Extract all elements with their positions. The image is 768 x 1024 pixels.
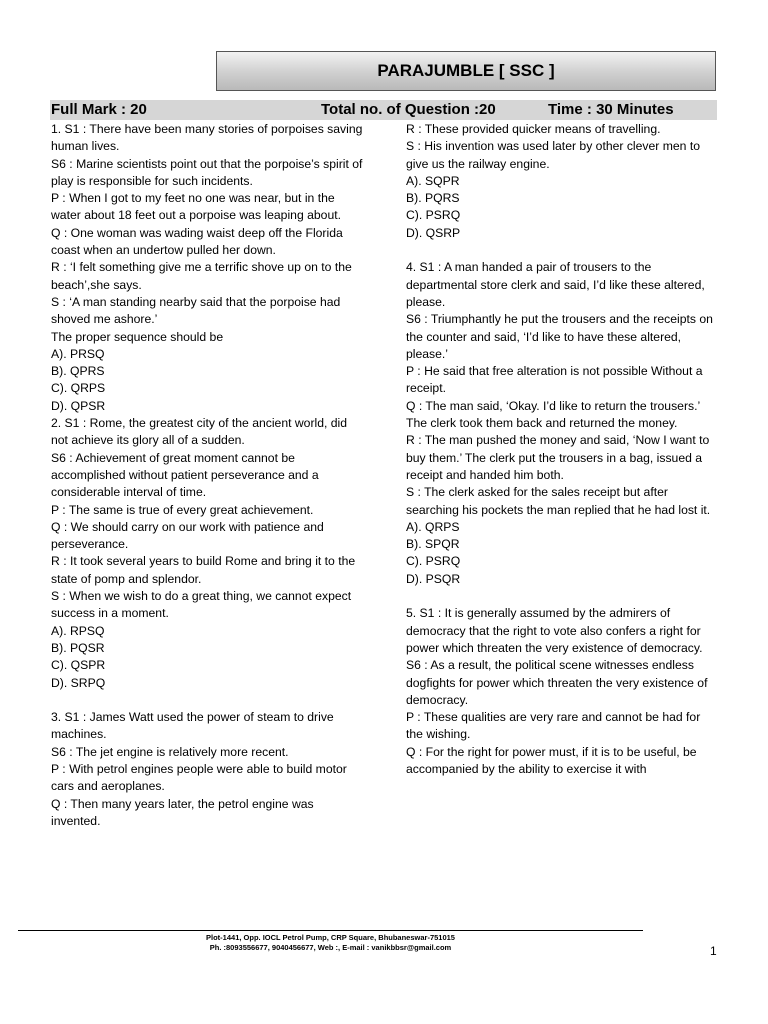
question-line: 4. S1 : A man handed a pair of trousers to the departmental store clerk and said, I’d like these altered, please. [406,260,705,309]
question-line: A). SQPR [406,173,460,188]
question-line: P : The same is true of every great achievement. [51,502,314,517]
paragraph-gap [51,692,363,709]
question-line: R : ‘I felt something give me a terrific shove up on to the beach’,she says. [51,260,352,292]
question-line: P : When I got to my feet no one was near, but in the water about 18 feet out a porpoise was leaping about. [51,191,341,223]
footer [18,933,643,953]
question-line: A). PRSQ [51,346,105,361]
question-line: B). PQRS [406,191,460,206]
footer-contact: Ph. :8093556677, 9040456677, Web :, E-mail : vanikbbsr@gmail.com [209,943,452,952]
question-line: A). RPSQ [51,623,105,638]
question-line: B). PQSR [51,640,105,655]
question-line: S6 : As a result, the political scene witnesses endless dogfights for power which threaten the very existence of democracy. [406,658,708,707]
left-column [51,121,363,830]
time-label: Time : 30 Minutes [548,101,674,118]
question-line: 1. S1 : There have been many stories of porpoises saving human lives. [51,122,363,154]
title-box [216,51,716,91]
question-line: Q : The man said, ‘Okay. I’d like to return the trousers.’ The clerk took them back and returned the money. [406,398,700,431]
total-questions-label: Total no. of Question :20 [321,101,496,118]
paragraph-gap [406,242,718,259]
question-line: R : These provided quicker means of travelling. [406,122,661,136]
question-line: B). SPQR [406,537,460,552]
question-line: S : The clerk asked for the sales receipt but after searching his pockets the man replied that he had lost it. [406,485,711,517]
question-line: Q : Then many years later, the petrol engine was invented. [51,796,314,828]
question-line: 2. S1 : Rome, the greatest city of the ancient world, did not achieve its glory all of a sudden. [51,416,348,448]
question-line: S6 : The jet engine is relatively more recent. [51,744,289,759]
question-line: Q : For the right for power must, if it is to be useful, be accompanied by the ability to exercise it with [406,744,697,776]
question-line: Q : We should carry on our work with patience and perseverance. [51,519,324,552]
question-line: A). QRPS [406,519,460,534]
question-line: R : It took several years to build Rome and bring it to the state of pomp and splendor. [51,554,356,586]
question-line: D). QPSR [51,398,106,413]
full-mark-label: Full Mark : 20 [51,101,147,118]
question-line: R : The man pushed the money and said, ‘Now I want to buy them.’ The clerk put the trousers in a bag, issued a receipt and handed him both. [406,433,710,482]
question-line: 3. S1 : James Watt used the power of steam to drive machines. [51,710,334,742]
question-line: C). PSRQ [406,554,461,569]
question-line: C). QSPR [51,658,106,673]
question-line: 5. S1 : It is generally assumed by the admirers of democracy that the right to vote also confers a right for power which threaten the very existence of democracy. [406,606,703,655]
question-line: S6 : Triumphantly he put the trousers and the receipts on the counter and said, ‘I’d like to have these altered, please.’ [406,312,713,361]
question-line: D). QSRP [406,225,461,240]
question-line: P : He said that free alteration is not possible Without a receipt. [406,364,703,396]
right-column [406,121,718,778]
page-number: 1 [710,944,717,958]
question-line: The proper sequence should be [51,329,224,344]
question-line: S6 : Achievement of great moment cannot be accomplished without patient perseverance and a considerable interval of time. [51,450,319,500]
question-line: C). QRPS [51,381,106,396]
question-line: S6 : Marine scientists point out that the porpoise’s spirit of play is responsible for such incidents. [51,156,363,188]
paragraph-gap [406,588,718,605]
footer-divider [18,930,643,931]
question-line: D). PSQR [406,571,461,586]
question-line: S : When we wish to do a great thing, we cannot expect success in a moment. [51,589,352,621]
question-line: D). SRPQ [51,675,106,690]
question-line: S : His invention was used later by other clever men to give us the railway engine. [406,139,700,171]
page-title: PARAJUMBLE [ SSC ] [377,61,555,80]
question-line: B). QPRS [51,364,105,379]
question-line: Q : One woman was wading waist deep off the Florida coast when an undertow pulled her down. [51,225,343,258]
question-line: C). PSRQ [406,208,461,223]
footer-address: Plot-1441, Opp. IOCL Petrol Pump, CRP Square, Bhubaneswar-751015 [206,933,455,942]
question-line: S : ‘A man standing nearby said that the porpoise had shoved me ashore.’ [51,294,341,327]
question-line: P : These qualities are very rare and cannot be had for the wishing. [406,710,701,742]
exam-info-bar [50,100,717,120]
question-line: P : With petrol engines people were able to build motor cars and aeroplanes. [51,761,347,794]
